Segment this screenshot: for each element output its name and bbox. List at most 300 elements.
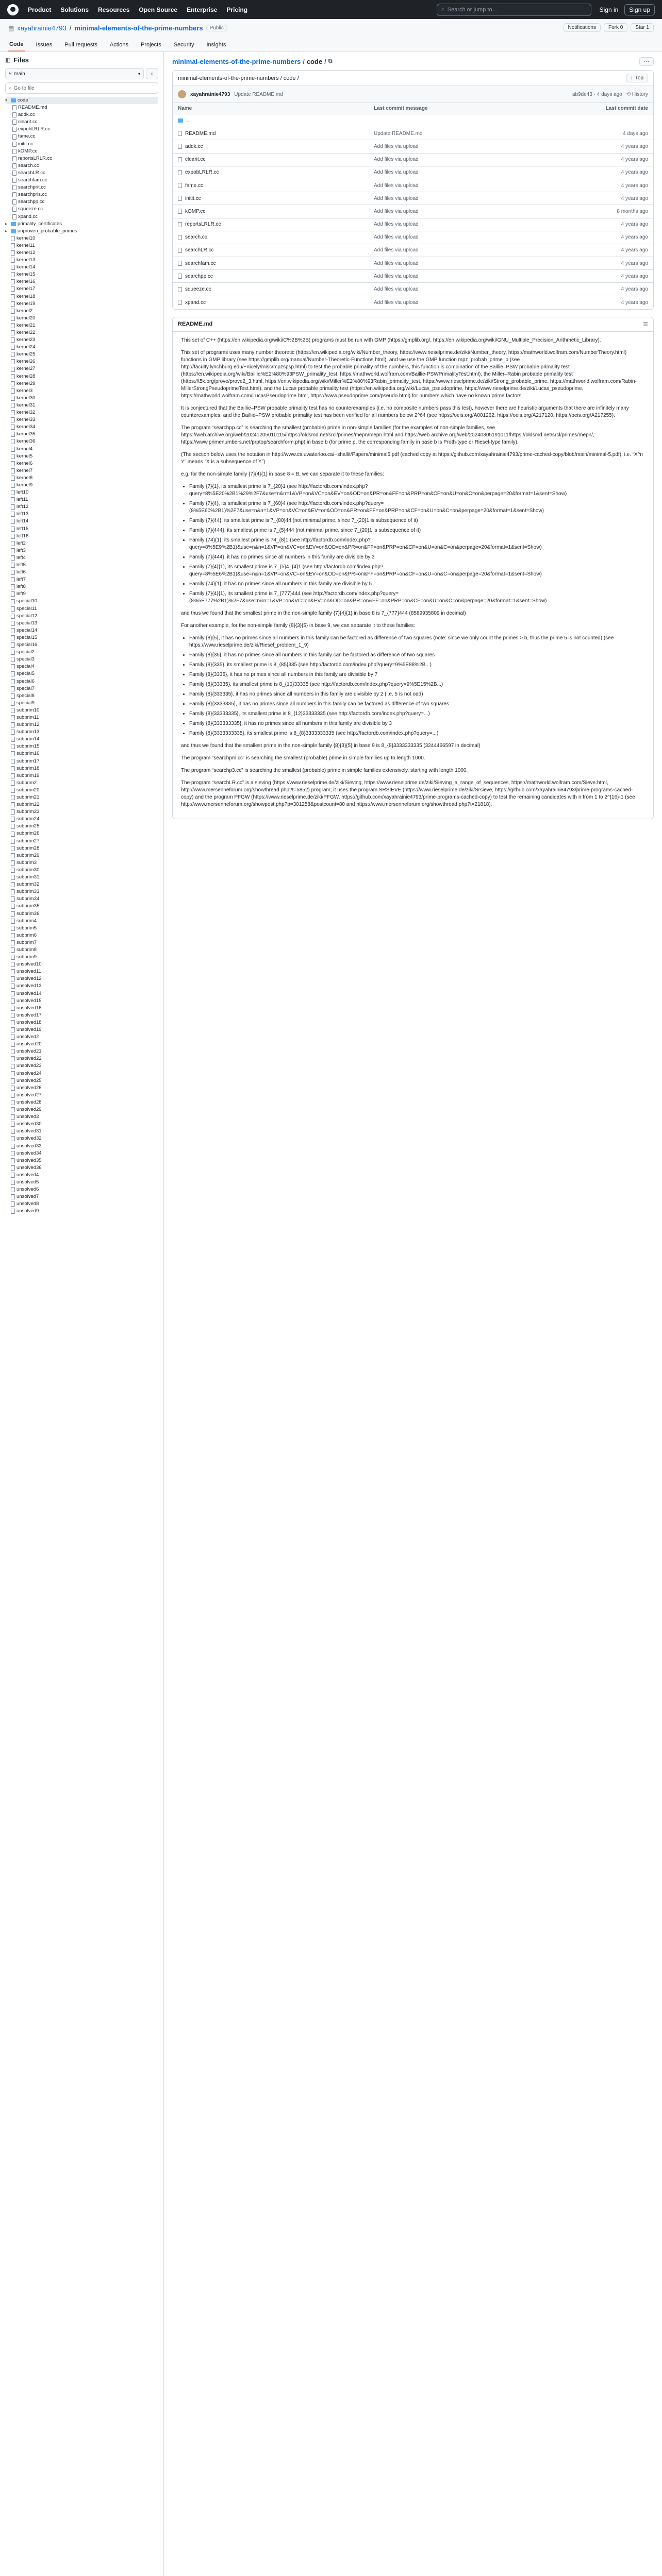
tree-file[interactable] (5, 285, 158, 293)
table-row[interactable] (173, 179, 653, 192)
tree-file[interactable] (5, 170, 158, 177)
list-icon[interactable]: ☰ (643, 321, 648, 328)
file-icon (11, 504, 15, 510)
file-icon (11, 447, 15, 452)
file-icon (11, 853, 15, 858)
tree-file[interactable] (5, 1048, 158, 1055)
file-name-cell[interactable] (178, 209, 374, 214)
tree-file[interactable] (5, 1208, 158, 1215)
tree-item-label: left3 (16, 547, 26, 553)
file-name[interactable]: README.md (185, 130, 216, 137)
tree-item-label: unsolved22 (16, 1056, 42, 1062)
commit-message-cell[interactable]: Add files via upload (374, 273, 419, 279)
tree-file[interactable] (5, 663, 158, 670)
commit-hash[interactable]: ab9de43 · 4 days ago (572, 91, 622, 97)
repo-action-0[interactable]: Notifications (564, 23, 601, 32)
tree-file[interactable] (5, 416, 158, 423)
table-row[interactable] (173, 283, 653, 296)
tree-file[interactable] (5, 409, 158, 416)
repo-action-2[interactable]: Star 1 (631, 23, 654, 32)
tree-file[interactable] (5, 402, 158, 409)
tree-file[interactable] (5, 895, 158, 903)
commit-message-cell[interactable]: Add files via upload (374, 157, 419, 163)
tree-file[interactable] (5, 315, 158, 322)
commit-message-cell[interactable]: Add files via upload (374, 170, 419, 176)
readme-list-item: • Family {8}{5}, it has no primes since all numbers in this family can be factored as difference of two squares (note: since we only count the primes > b, thus the prime 5 is not counted) (see https://www.rieselprime.de/ziki/Riesel_problem_1_9) (189, 635, 645, 649)
table-row[interactable] (173, 218, 653, 231)
tree-file[interactable] (5, 932, 158, 939)
tree-file[interactable] (5, 1033, 158, 1041)
tree-file[interactable] (5, 867, 158, 874)
tree-item-label: special3 (16, 656, 35, 663)
table-row[interactable] (173, 205, 653, 218)
tree-file[interactable] (5, 329, 158, 336)
tree-file[interactable] (5, 678, 158, 685)
tree-file[interactable] (5, 235, 158, 242)
file-name-cell[interactable] (178, 170, 374, 175)
repo-owner-link[interactable]: xayahrainie4793 (17, 24, 67, 32)
repo-name-link[interactable]: minimal-elements-of-the-prime-numbers (74, 24, 203, 32)
repo-action-1[interactable]: Fork 0 (604, 23, 627, 32)
nav-item-solutions[interactable]: Solutions (60, 6, 89, 13)
tree-file[interactable] (5, 482, 158, 489)
tree-file[interactable] (5, 365, 158, 372)
tree-file[interactable] (5, 779, 158, 787)
tree-file[interactable] (5, 533, 158, 540)
tree-file[interactable] (5, 511, 158, 518)
tree-file[interactable] (5, 576, 158, 583)
commit-message-cell[interactable]: Update README.md (374, 130, 423, 137)
file-name[interactable]: addk.cc (185, 143, 203, 149)
file-name-cell[interactable] (178, 118, 374, 124)
tree-file[interactable] (5, 1172, 158, 1179)
tree-file[interactable] (5, 177, 158, 184)
tree-item-label: kernel30 (16, 395, 36, 401)
table-row[interactable] (173, 127, 653, 140)
tree-file[interactable] (5, 249, 158, 257)
file-icon (11, 250, 15, 256)
tree-file[interactable] (5, 961, 158, 968)
tree-file[interactable] (5, 162, 158, 170)
file-name[interactable]: .. (186, 117, 189, 124)
file-icon (11, 766, 15, 771)
commit-message-cell[interactable]: Add files via upload (374, 247, 419, 253)
tree-file[interactable] (5, 808, 158, 816)
tree-file[interactable] (5, 1084, 158, 1092)
table-row[interactable] (173, 244, 653, 257)
file-name-cell[interactable] (178, 144, 374, 149)
tree-file[interactable] (5, 874, 158, 881)
tree-file[interactable] (5, 736, 158, 743)
file-icon (11, 345, 15, 350)
tree-file[interactable] (5, 1200, 158, 1208)
tree-item-label: left12 (16, 504, 29, 510)
readme-list-item: • Family {8}{33335}, its smallest prime is 8_{10}33335 (see http://factordb.com/index.php?query=9%5E15%2B...) (189, 681, 645, 688)
tree-file[interactable] (5, 264, 158, 271)
table-row[interactable] (173, 257, 653, 270)
tree-file[interactable] (5, 1055, 158, 1062)
tree-file[interactable] (5, 852, 158, 859)
file-icon (178, 274, 182, 279)
tree-file[interactable] (5, 322, 158, 329)
tree-file[interactable] (5, 910, 158, 918)
table-row[interactable] (173, 296, 653, 309)
tree-file[interactable] (5, 838, 158, 845)
tree-file[interactable] (5, 990, 158, 997)
tree-file[interactable] (5, 257, 158, 264)
file-icon (11, 947, 15, 953)
tree-item-label: subprim14 (16, 736, 40, 742)
tree-file[interactable] (5, 1121, 158, 1128)
tree-file[interactable] (5, 758, 158, 765)
tree-file[interactable] (5, 649, 158, 656)
file-name[interactable]: searchLR.cc (185, 247, 214, 253)
tree-file[interactable] (5, 598, 158, 605)
file-icon (11, 279, 15, 284)
file-name[interactable]: searchpp.cc (185, 273, 213, 279)
tree-file[interactable] (5, 503, 158, 511)
file-table-path: minimal-elements-of-the-prime-numbers / code / ↑ Top (173, 71, 653, 86)
tree-file[interactable] (5, 278, 158, 285)
tree-file[interactable] (5, 1077, 158, 1084)
file-name-cell[interactable] (178, 196, 374, 201)
tree-file[interactable] (5, 946, 158, 954)
tree-item-label: kernel35 (16, 431, 36, 437)
tree-file[interactable] (5, 859, 158, 867)
tree-file[interactable] (5, 373, 158, 380)
tree-file[interactable] (5, 620, 158, 627)
tree-file[interactable] (5, 765, 158, 772)
tree-file[interactable] (5, 641, 158, 649)
tree-file[interactable] (5, 155, 158, 162)
table-row[interactable] (173, 114, 653, 127)
file-name-cell[interactable] (178, 286, 374, 292)
file-icon (11, 337, 15, 343)
tree-folder[interactable] (5, 97, 158, 104)
sign-in-link[interactable]: Sign in (599, 6, 619, 13)
file-icon (11, 701, 15, 706)
tree-file[interactable] (5, 707, 158, 714)
commit-message-cell[interactable]: Add files via upload (374, 182, 419, 189)
sign-up-button[interactable]: Sign up (624, 4, 655, 15)
tree-file[interactable] (5, 111, 158, 118)
tree-item-label: kernel13 (16, 257, 36, 263)
tree-file[interactable] (5, 431, 158, 438)
file-name[interactable]: expobLRLR.cc (185, 170, 219, 176)
tree-file[interactable] (5, 423, 158, 431)
tree-file[interactable] (5, 968, 158, 975)
sidebar-collapse-icon[interactable]: ◧ (5, 57, 11, 63)
tree-file[interactable] (5, 1157, 158, 1164)
tab-security[interactable]: Security (173, 42, 194, 48)
tree-file[interactable] (5, 613, 158, 620)
chevron-down-icon: ▾ (5, 98, 8, 103)
tree-file[interactable] (5, 133, 158, 140)
tree-file[interactable] (5, 148, 158, 155)
tree-file[interactable] (5, 583, 158, 590)
tree-file[interactable] (5, 605, 158, 613)
file-icon (11, 396, 15, 401)
file-icon (11, 919, 15, 924)
tree-file[interactable] (5, 816, 158, 823)
file-name-cell[interactable] (178, 234, 374, 240)
tree-item-label: subprim32 (16, 882, 40, 888)
tree-file[interactable] (5, 395, 158, 402)
file-name[interactable]: initit.cc (185, 195, 201, 201)
tree-file[interactable] (5, 453, 158, 460)
tree-file[interactable] (5, 380, 158, 387)
tree-file[interactable] (5, 344, 158, 351)
tab-projects[interactable]: Projects (140, 42, 161, 48)
file-icon (11, 527, 15, 532)
tree-folder[interactable] (5, 228, 158, 235)
tree-file[interactable] (5, 554, 158, 562)
file-icon (11, 1049, 15, 1054)
file-name[interactable]: reportsLRLR.cc (185, 222, 221, 228)
tree-file[interactable] (5, 293, 158, 300)
avatar[interactable] (178, 90, 186, 98)
tree-file[interactable] (5, 700, 158, 707)
table-row[interactable] (173, 154, 653, 166)
tree-file[interactable] (5, 692, 158, 700)
tree-file[interactable] (5, 685, 158, 692)
file-name-cell[interactable] (178, 131, 374, 137)
tree-file[interactable] (5, 794, 158, 801)
nav-item-product[interactable]: Product (28, 6, 52, 13)
commit-message[interactable]: Update README.md (234, 91, 283, 97)
global-search-input[interactable]: ⌕ Search or jump to... (437, 4, 591, 16)
tree-file[interactable] (5, 845, 158, 852)
tree-file[interactable] (5, 634, 158, 641)
tree-file[interactable] (5, 518, 158, 525)
tree-file[interactable] (5, 496, 158, 503)
tree-file[interactable] (5, 721, 158, 728)
tree-file[interactable] (5, 474, 158, 482)
tree-folder[interactable] (5, 221, 158, 228)
tree-file[interactable] (5, 242, 158, 249)
tree-file[interactable] (5, 1150, 158, 1157)
file-icon (11, 236, 15, 241)
tree-file[interactable] (5, 590, 158, 598)
tree-file[interactable] (5, 823, 158, 830)
tab-actions[interactable]: Actions (109, 42, 128, 48)
commit-message-cell[interactable]: Add files via upload (374, 208, 419, 214)
tree-file[interactable] (5, 1164, 158, 1172)
tree-file[interactable] (5, 743, 158, 750)
tree-file[interactable] (5, 1128, 158, 1135)
commit-author[interactable]: xayahrainie4793 (190, 91, 230, 97)
table-row[interactable] (173, 270, 653, 283)
file-name-cell[interactable] (178, 261, 374, 266)
tree-file[interactable] (5, 881, 158, 888)
tree-file[interactable] (5, 627, 158, 634)
tree-file[interactable] (5, 1062, 158, 1070)
tree-file[interactable] (5, 489, 158, 496)
tree-item-label: subprim9 (16, 954, 37, 960)
table-row[interactable] (173, 140, 653, 153)
commit-date-cell: 4 years ago (621, 170, 648, 176)
table-row[interactable] (173, 192, 653, 205)
tree-file[interactable] (5, 830, 158, 837)
nav-item-enterprise[interactable]: Enterprise (187, 6, 218, 13)
nav-item-open-source[interactable]: Open Source (139, 6, 178, 13)
tab-issues[interactable]: Issues (36, 42, 53, 48)
tree-file[interactable] (5, 1179, 158, 1186)
tree-file[interactable] (5, 1012, 158, 1019)
tree-file[interactable] (5, 670, 158, 677)
search-files-button[interactable]: ⌕ (146, 68, 158, 79)
tree-item-label: subprim19 (16, 772, 40, 778)
tree-file[interactable] (5, 982, 158, 990)
top-button[interactable]: ↑ Top (626, 74, 648, 82)
tree-file[interactable] (5, 1019, 158, 1026)
tree-file[interactable] (5, 569, 158, 576)
tree-file[interactable] (5, 562, 158, 569)
tree-file[interactable] (5, 141, 158, 148)
tree-file[interactable] (5, 1193, 158, 1200)
tree-file[interactable] (5, 925, 158, 932)
column-header: Last commit message (374, 106, 428, 111)
tree-file[interactable] (5, 1070, 158, 1077)
file-name-cell[interactable] (178, 183, 374, 189)
tree-file[interactable] (5, 939, 158, 946)
file-icon (12, 163, 16, 168)
tree-file[interactable] (5, 547, 158, 554)
readme-title[interactable]: README.md (178, 320, 213, 327)
nav-item-resources[interactable]: Resources (98, 6, 130, 13)
tree-file[interactable] (5, 460, 158, 467)
file-name[interactable]: fame.cc (185, 182, 204, 189)
tab-code[interactable]: Code (8, 38, 25, 52)
tree-file[interactable] (5, 918, 158, 925)
tree-file[interactable] (5, 1143, 158, 1150)
tab-insights[interactable]: Insights (206, 42, 226, 48)
tree-file[interactable] (5, 308, 158, 315)
go-to-file-input[interactable]: ⌕ Go to file (5, 82, 158, 94)
commit-message-cell[interactable]: Add files via upload (374, 299, 419, 306)
tree-item-label: expobLRLR.cc (18, 126, 51, 132)
file-name[interactable]: kOMP.cc (185, 208, 206, 214)
tab-pull-requests[interactable]: Pull requests (64, 42, 97, 48)
tree-file[interactable] (5, 191, 158, 198)
tree-file[interactable] (5, 540, 158, 547)
breadcrumb-repo-link[interactable]: minimal-elements-of-the-prime-numbers (172, 58, 301, 65)
file-icon (11, 715, 15, 720)
github-logo-icon[interactable] (7, 4, 19, 15)
commit-message-cell[interactable]: Add files via upload (374, 286, 419, 293)
more-options-button[interactable]: ··· (639, 57, 654, 66)
tree-item-label: unsolved6 (16, 1187, 39, 1193)
tree-file[interactable] (5, 118, 158, 126)
tree-file[interactable] (5, 1092, 158, 1099)
commit-message-cell[interactable]: Add files via upload (374, 234, 419, 241)
file-name-cell[interactable] (178, 274, 374, 279)
readme-paragraph: The program “searchLR.cc” is a sieving (https://www.rieselprime.de/ziki/Sieving, https://www.rieselprime.de/ziki/Sieving_a_range_of_sequences, https://mathworld.wolfram.com/Sieve.html, http://www.mersenneforum.org/showthread.php?t=5852) program; it uses the program SRSIEVE (https://www.rieselprime.de/ziki/Srsieve, https://github.com/xayahrainie4793/prime-programs-cached-copy) and the program PFGW (https://www.rieselprime.de/ziki/PFGW, https://github.com/xayahrainie4793/prime-programs-cached-copy) to test the remaining candidates with n from 1 to 2^{16}-1 (see http://www.mersenneforum.org/showpost.php?p=301258&postcount=80 and https://www.mersenneforum.org/showthread.php?t=21818). (181, 779, 635, 807)
tree-file[interactable] (5, 801, 158, 808)
tree-file[interactable] (5, 438, 158, 445)
tree-file[interactable] (5, 387, 158, 395)
file-name[interactable]: search.cc (185, 234, 207, 241)
tree-file[interactable] (5, 1106, 158, 1113)
file-name[interactable]: squeeze.cc (185, 286, 211, 293)
tree-file[interactable] (5, 271, 158, 278)
file-icon (11, 1129, 15, 1134)
copy-path-icon[interactable]: ⧉ (328, 58, 333, 64)
tree-item-label: left7 (16, 577, 26, 583)
file-name[interactable]: searchfam.cc (185, 260, 216, 266)
tree-file[interactable] (5, 1099, 158, 1106)
file-name-cell[interactable] (178, 247, 374, 253)
tree-file[interactable] (5, 126, 158, 133)
tree-file[interactable] (5, 787, 158, 794)
readme-list-item: • Family {74}{1}, it has no primes since all numbers in this family are divisible by 5 (189, 581, 645, 588)
tree-file[interactable] (5, 300, 158, 308)
file-name-cell[interactable] (178, 222, 374, 227)
tree-file[interactable] (5, 1041, 158, 1048)
commit-message-cell[interactable]: Add files via upload (374, 195, 419, 201)
file-icon (11, 330, 15, 335)
tree-file[interactable] (5, 772, 158, 779)
tree-file[interactable] (5, 336, 158, 344)
tree-item-label: special5 (16, 671, 35, 677)
commit-message-cell[interactable]: Add files via upload (374, 260, 419, 266)
file-name[interactable]: xpand.cc (185, 299, 206, 306)
file-name-cell[interactable] (178, 157, 374, 162)
file-name[interactable]: clearit.cc (185, 157, 206, 163)
tree-item-label: kernel25 (16, 351, 36, 358)
tree-file[interactable] (5, 184, 158, 191)
readme-paragraph: The program “searchpp.cc” is searching the smallest (probable) prime in non-simple families (for the examples of non-simple families, see https://web.archive.org/web/20241205010115/https://oldsmd.net/srcl/primes/mepn/mepn.html and https://web.archive.org/web/20240305191011/https://oldsmd.net/srcl/primes/mepn/, https://www.primenumbers.net/prptop/searchform.php) in base b (for prime p, the corresponding family in base b is Proth-type or Riesel-type family). (181, 425, 594, 445)
tree-file[interactable] (5, 1026, 158, 1033)
file-name-cell[interactable] (178, 300, 374, 306)
tree-file[interactable] (5, 903, 158, 910)
readme-list-item: • Family {7}{444}, it has no primes since all numbers in this family are divisible by 3 (189, 554, 645, 561)
file-icon (11, 722, 15, 727)
tree-file[interactable] (5, 104, 158, 111)
tree-file[interactable] (5, 213, 158, 221)
nav-item-pricing[interactable]: Pricing (226, 6, 248, 13)
tree-file[interactable] (5, 714, 158, 721)
tree-file[interactable] (5, 198, 158, 206)
file-icon (11, 497, 15, 502)
tree-file[interactable] (5, 728, 158, 736)
tree-file[interactable] (5, 1113, 158, 1121)
tree-file[interactable] (5, 888, 158, 895)
tree-file[interactable] (5, 358, 158, 365)
tree-file[interactable] (5, 446, 158, 453)
table-row[interactable] (173, 166, 653, 179)
tree-file[interactable] (5, 1135, 158, 1142)
commit-message-cell[interactable]: Add files via upload (374, 222, 419, 228)
tree-file[interactable] (5, 975, 158, 982)
tree-file[interactable] (5, 467, 158, 474)
tree-file[interactable] (5, 750, 158, 757)
tree-file[interactable] (5, 1005, 158, 1012)
table-row[interactable] (173, 231, 653, 244)
tree-file[interactable] (5, 526, 158, 533)
tree-file[interactable] (5, 954, 158, 961)
history-link[interactable]: ⟲ History (626, 91, 648, 97)
file-icon (11, 788, 15, 793)
branch-selector[interactable]: ⑂ main ▾ (5, 68, 144, 79)
tree-file[interactable] (5, 1186, 158, 1193)
commit-message-cell[interactable]: Add files via upload (374, 143, 419, 149)
tree-file[interactable] (5, 656, 158, 663)
tree-file[interactable] (5, 206, 158, 213)
tree-item-label: kernel9 (16, 482, 33, 488)
tree-file[interactable] (5, 351, 158, 358)
tree-file[interactable] (5, 997, 158, 1005)
